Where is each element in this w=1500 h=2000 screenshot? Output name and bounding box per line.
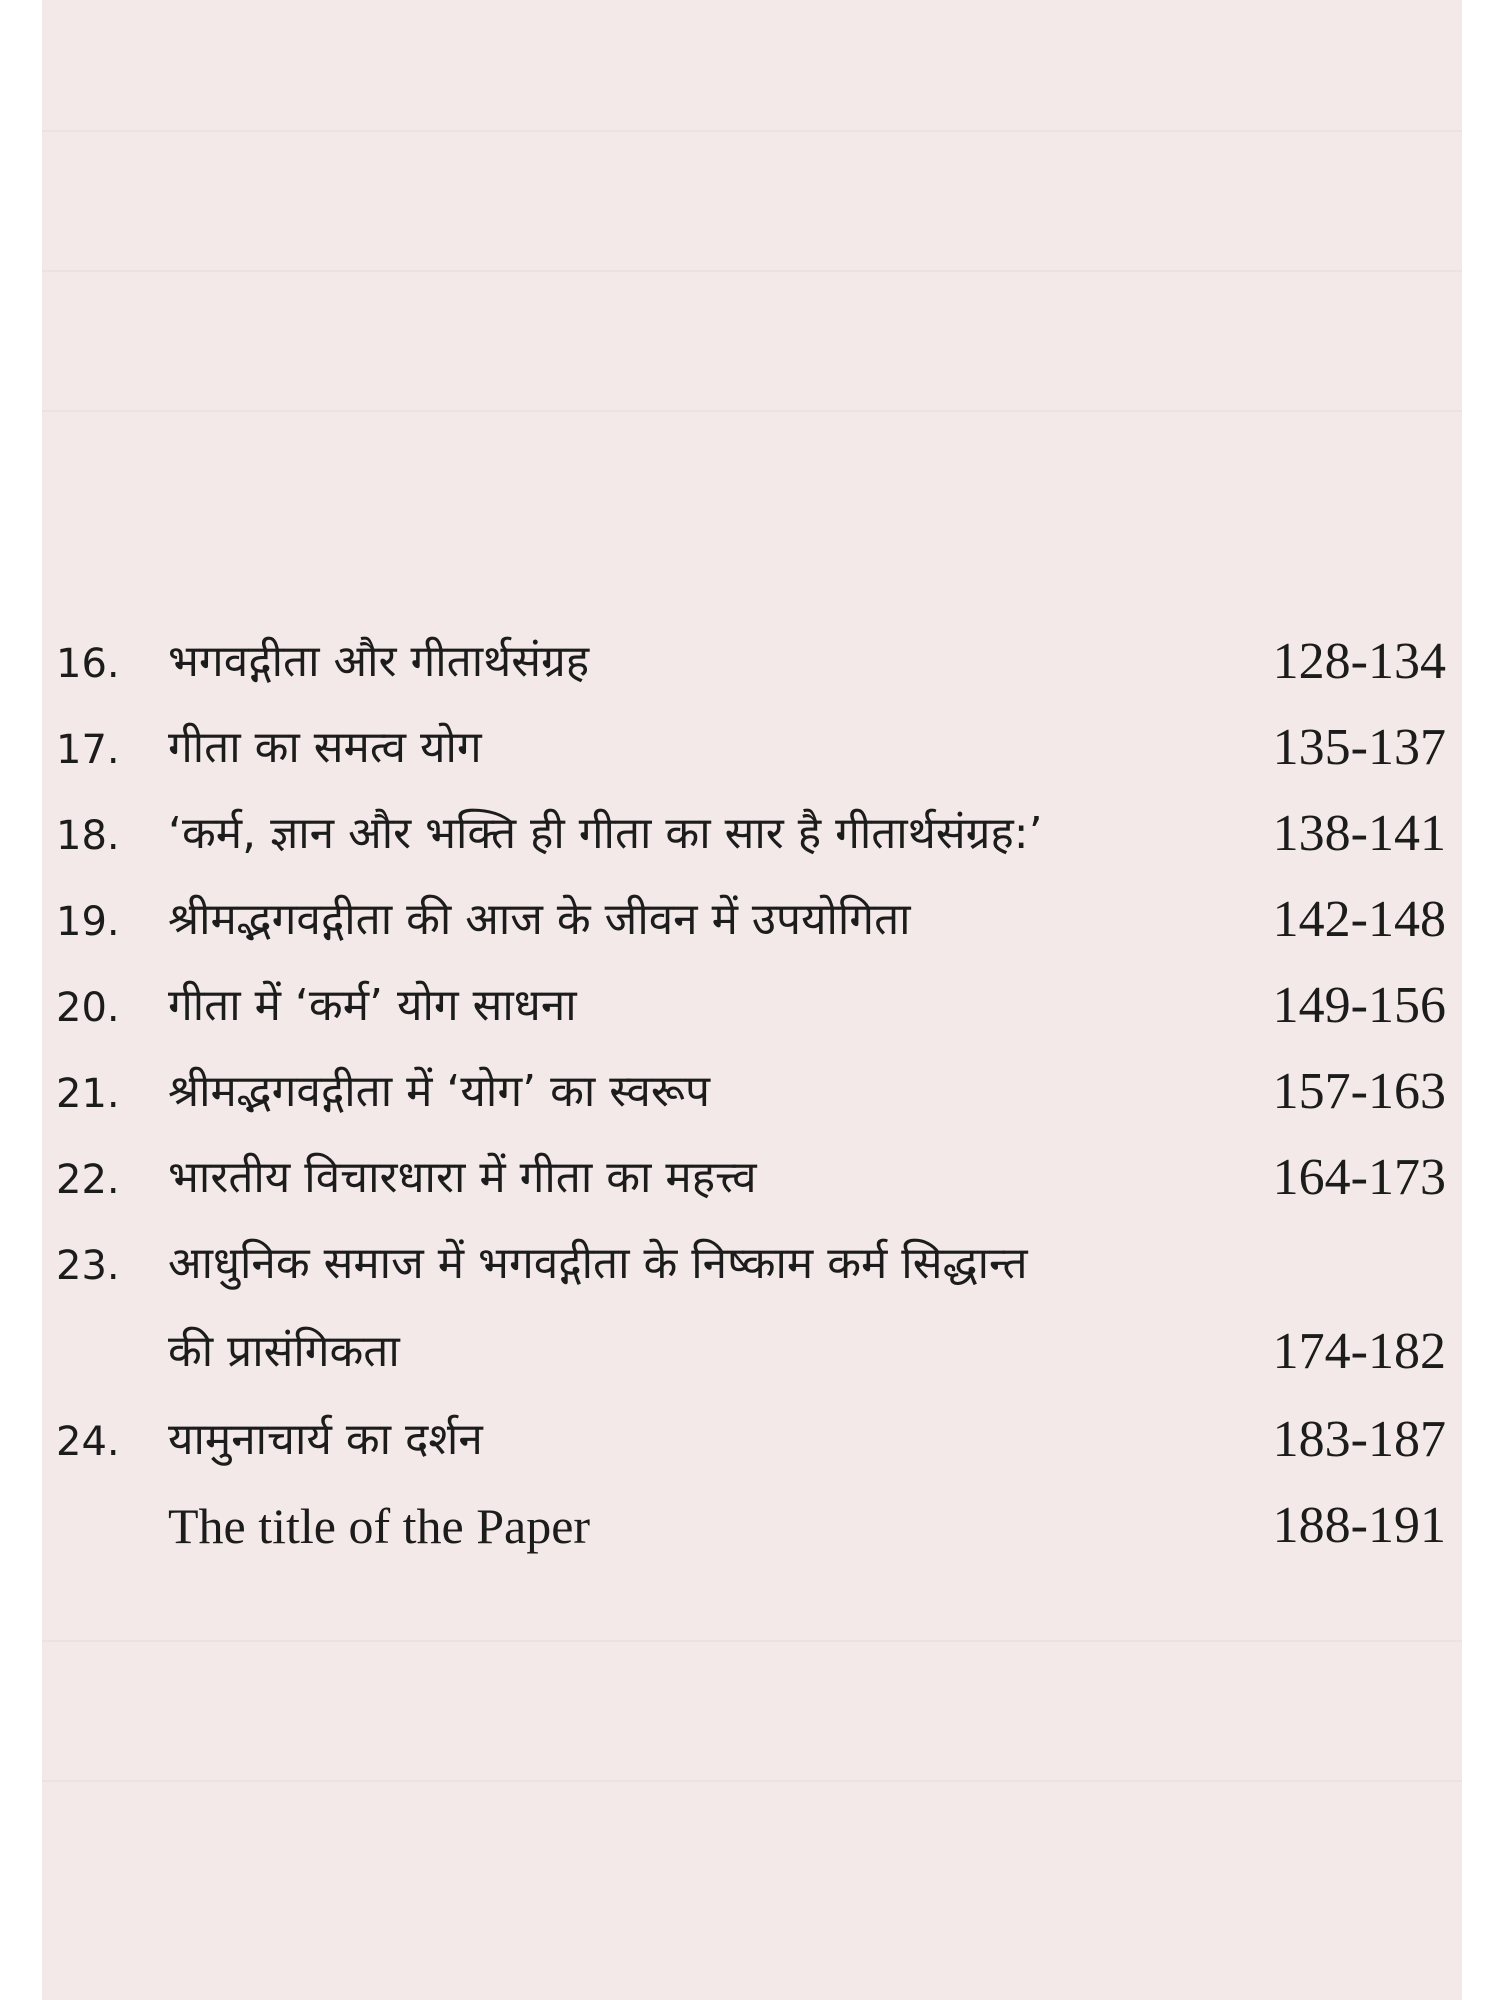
toc-entry-number: 16. <box>56 641 120 687</box>
toc-entry-20 <box>56 966 1452 1052</box>
toc-entry-pages: 174-182 <box>1272 1323 1446 1380</box>
bleed-line <box>42 1780 1462 1782</box>
bleed-line <box>42 130 1462 132</box>
toc-entry-21 <box>56 1052 1452 1138</box>
toc-entry-19 <box>56 880 1452 966</box>
toc-entry-title: भारतीय विचारधारा में गीता का महत्त्व <box>168 1152 757 1203</box>
table-of-contents <box>56 622 1452 1572</box>
toc-entry-pages: 183-187 <box>1272 1411 1446 1468</box>
toc-entry-title: श्रीमद्भगवद्गीता में ‘योग’ का स्वरूप <box>168 1066 711 1117</box>
toc-entry-number: 19. <box>56 899 120 945</box>
bleed-line <box>42 270 1462 272</box>
toc-entry-pages: 164-173 <box>1272 1149 1446 1206</box>
toc-entry-number: 24. <box>56 1419 120 1465</box>
toc-entry-title: भगवद्गीता और गीतार्थसंग्रह <box>168 636 590 687</box>
toc-entry-title: यामुनाचार्य का दर्शन <box>168 1414 483 1465</box>
toc-entry-pages: 138-141 <box>1272 805 1446 862</box>
toc-entry-number: 18. <box>56 813 120 859</box>
book-page <box>42 0 1462 2000</box>
toc-entry-24 <box>56 1400 1452 1486</box>
toc-entry-number: 21. <box>56 1071 120 1117</box>
toc-entry-pages: 149-156 <box>1272 977 1446 1034</box>
toc-entry-title: आधुनिक समाज में भगवद्गीता के निष्काम कर्म सिद्धान्त <box>168 1238 1028 1289</box>
toc-entry-pages: 128-134 <box>1272 633 1446 690</box>
bleed-line <box>42 1640 1462 1642</box>
bleed-line <box>42 410 1462 412</box>
toc-entry-16 <box>56 622 1452 708</box>
toc-entry-title: The title of the Paper <box>168 1498 591 1554</box>
toc-entry-title: गीता का समत्व योग <box>168 722 482 773</box>
toc-entry-pages: 157-163 <box>1272 1063 1446 1120</box>
toc-entry-pages: 135-137 <box>1272 719 1446 776</box>
toc-entry-number: 20. <box>56 985 120 1031</box>
toc-entry-number: 17. <box>56 727 120 773</box>
toc-entry-title: गीता में ‘कर्म’ योग साधना <box>168 980 577 1031</box>
toc-entry-title: ‘कर्म, ज्ञान और भक्ति ही गीता का सार है गीतार्थसंग्रह:’ <box>168 808 1043 859</box>
toc-entry-17 <box>56 708 1452 794</box>
toc-entry-pages: 142-148 <box>1272 891 1446 948</box>
toc-entry-18 <box>56 794 1452 880</box>
toc-entry-22 <box>56 1138 1452 1224</box>
toc-entry-23 <box>56 1224 1452 1400</box>
toc-entry-pages: 188-191 <box>1272 1497 1446 1554</box>
toc-entry-number: 22. <box>56 1157 120 1203</box>
toc-entry-paper <box>56 1486 1452 1572</box>
toc-entry-number: 23. <box>56 1243 120 1289</box>
toc-entry-title: श्रीमद्भगवद्गीता की आज के जीवन में उपयोगिता <box>168 894 911 945</box>
toc-entry-title-continued: की प्रासंगिकता <box>168 1326 400 1377</box>
